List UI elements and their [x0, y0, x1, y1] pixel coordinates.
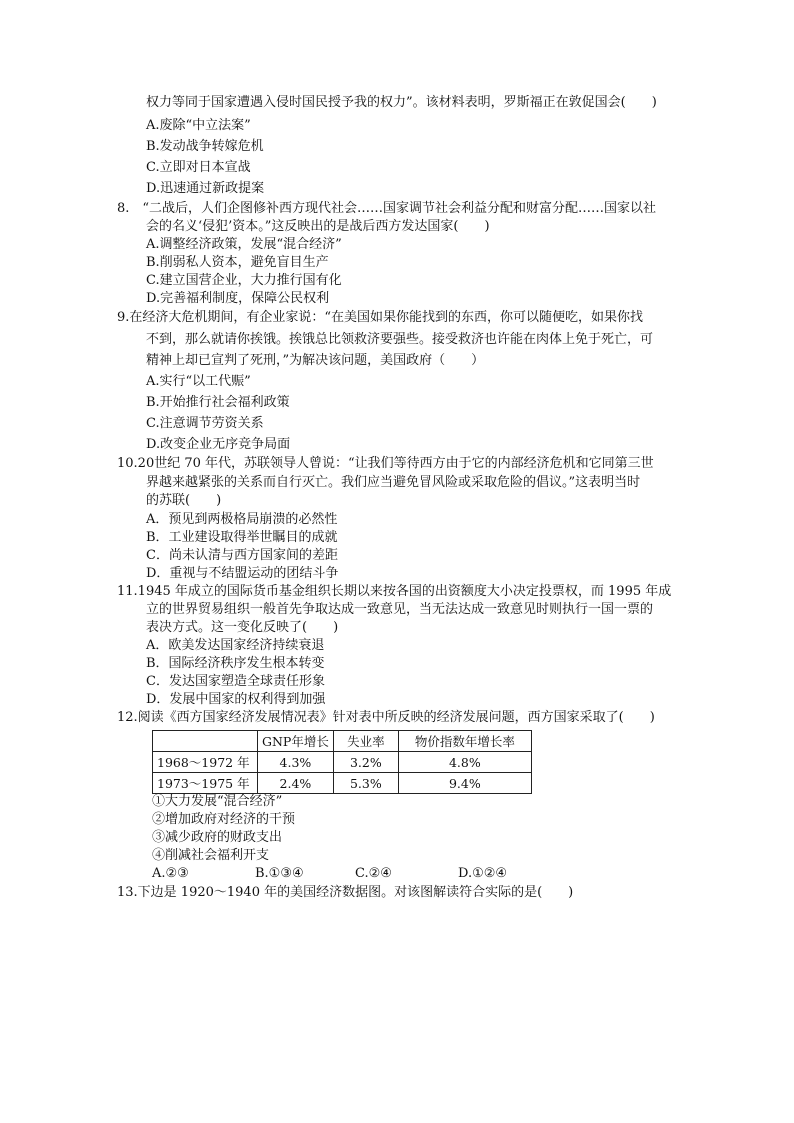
- q12-item-2: ②增加政府对经济的干预: [152, 812, 296, 827]
- q9-stem-line2: 不到，那么就请你挨饿。挨饿总比领救济要强些。接受救济也许能在肉体上免于死亡，可: [146, 332, 654, 347]
- table-cell: 3.2%: [333, 752, 398, 773]
- q8-stem-line1: 8. “二战后，人们企图修补西方现代社会……国家调节社会利益分配和财富分配……国家以社: [117, 201, 657, 216]
- table-header-cell: GNP年增长: [258, 731, 334, 752]
- q10-stem-line1: 10.20世纪 70 年代，苏联领导人曾说：“让我们等待西方由于它的内部经济危机和它同第三世: [117, 456, 654, 471]
- table-row: [153, 752, 532, 773]
- table-header-row: [153, 731, 532, 752]
- q12-item-3: ③减少政府的财政支出: [152, 830, 283, 845]
- q13-stem: 13.下边是 1920～1940 年的美国经济数据图。对该图解读符合实际的是( ): [117, 885, 574, 900]
- table-cell: 1968～1972 年: [153, 752, 258, 773]
- q8-option-d: D.完善福利制度，保障公民权利: [146, 291, 330, 306]
- q7-option-a: A.废除“中立法案”: [146, 118, 251, 133]
- table-cell: 4.3%: [258, 752, 334, 773]
- q7-option-c: C.立即对日本宣战: [146, 160, 251, 175]
- q10-stem-line3: 的苏联( ): [146, 493, 222, 508]
- q9-option-c: C.注意调节劳资关系: [146, 416, 264, 431]
- table-cell: 5.3%: [333, 773, 398, 794]
- q10-option-b: B．工业建设取得举世瞩目的成就: [146, 530, 338, 545]
- q12-choice-c: C.②④: [355, 866, 392, 881]
- q9-option-d: D.改变企业无序竞争局面: [146, 437, 291, 452]
- q11-option-c: C．发达国家塑造全球责任形象: [146, 674, 325, 689]
- table-cell: 9.4%: [398, 773, 531, 794]
- q8-option-c: C.建立国营企业，大力推行国有化: [146, 273, 342, 288]
- q10-option-d: D．重视与不结盟运动的团结斗争: [146, 566, 339, 581]
- q11-option-b: B．国际经济秩序发生根本转变: [146, 656, 325, 671]
- q10-option-c: C．尚未认清与西方国家间的差距: [146, 548, 338, 563]
- table-header-cell: 失业率: [333, 731, 398, 752]
- q8-option-a: A.调整经济政策，发展“混合经济”: [146, 237, 342, 252]
- table-header-cell: [153, 731, 258, 752]
- q12-choice-d: D.①②④: [458, 866, 508, 881]
- q11-stem-line3: 表决方式。这一变化反映了( ): [146, 620, 339, 635]
- q7-stem: 权力等同于国家遭遇入侵时国民授予我的权力”。该材料表明，罗斯福正在敦促国会( ): [146, 95, 657, 110]
- q12-choice-b: B.①③④: [255, 866, 304, 881]
- q10-option-a: A．预见到两极格局崩溃的必然性: [146, 512, 338, 527]
- q12-stem: 12.阅读《西方国家经济发展情况表》针对表中所反映的经济发展问题，西方国家采取了( ): [117, 710, 655, 725]
- q11-option-a: A．欧美发达国家经济持续衰退: [146, 638, 325, 653]
- table-header-cell: 物价指数年增长率: [398, 731, 531, 752]
- q11-stem-line2: 立的世界贸易组织一般首先争取达成一致意见，当无法达成一致意见时则执行一国一票的: [146, 602, 654, 617]
- q12-item-1: ①大力发展“混合经济”: [152, 794, 283, 809]
- economic-table: [152, 730, 532, 794]
- q9-stem-line1: 9.在经济大危机期间，有企业家说：“在美国如果你能找到的东西，你可以随便吃，如果你找: [117, 310, 644, 325]
- q9-option-b: B.开始推行社会福利政策: [146, 395, 290, 410]
- q9-stem-line3: 精神上却已宣判了死刑，”为解决该问题，美国政府（ ）: [146, 353, 485, 368]
- q11-option-d: D．发展中国家的权利得到加强: [146, 692, 326, 707]
- q7-option-b: B.发动战争转嫁危机: [146, 139, 264, 154]
- q12-choice-a: A.②③: [152, 866, 189, 881]
- q10-stem-line2: 界越来越紧张的关系而自行灭亡。我们应当避免冒风险或采取危险的倡议。”这表明当时: [146, 475, 641, 490]
- table-row: [153, 773, 532, 794]
- q9-option-a: A.实行“以工代赈”: [146, 374, 251, 389]
- table-cell: 1973～1975 年: [153, 773, 258, 794]
- q8-option-b: B.削弱私人资本，避免盲目生产: [146, 255, 329, 270]
- q8-stem-line2: 会的名义‘侵犯’资本。”这反映出的是战后西方发达国家( ): [146, 219, 490, 234]
- q11-stem-line1: 11.1945 年成立的国际货币基金组织长期以来按各国的出资额度大小决定投票权，而 1995 年成: [117, 584, 672, 599]
- q12-choices: [152, 865, 558, 883]
- table-cell: 2.4%: [258, 773, 334, 794]
- q7-option-d: D.迅速通过新政提案: [146, 181, 265, 196]
- table-cell: 4.8%: [398, 752, 531, 773]
- q12-item-4: ④削减社会福利开支: [152, 848, 270, 863]
